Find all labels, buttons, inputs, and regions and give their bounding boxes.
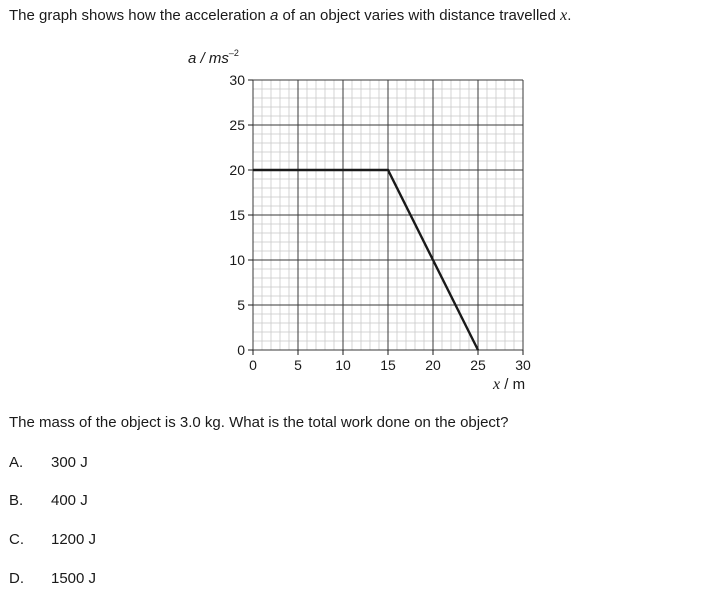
y-axis-label	[188, 48, 239, 67]
x-tick-label: 25	[470, 357, 486, 373]
intro-variable-x: x	[560, 7, 568, 24]
x-tick-label: 5	[294, 357, 302, 373]
x-tick-label: 30	[515, 357, 531, 373]
x-tick-label: 0	[249, 357, 257, 373]
option-b-text: 400 J	[51, 492, 88, 509]
option-a-letter: A.	[9, 454, 24, 471]
y-axis-label-sup: –2	[228, 48, 239, 58]
y-tick-label: 30	[229, 72, 245, 88]
y-axis-label-text: a / ms	[188, 50, 229, 67]
option-c-text: 1200 J	[51, 531, 97, 548]
option-a-text: 300 J	[51, 454, 88, 471]
y-tick-label: 25	[229, 117, 245, 133]
intro-middle: of an object varies with distance travelled	[282, 7, 556, 24]
x-axis-label-unit: / m	[500, 376, 526, 393]
option-a[interactable]	[9, 454, 88, 471]
intro-suffix: .	[567, 7, 572, 24]
option-d-letter: D.	[9, 570, 24, 587]
intro-variable-a: a	[270, 7, 279, 24]
x-axis-label-var: x	[493, 376, 501, 393]
x-tick-label: 10	[335, 357, 351, 373]
tick-labels	[229, 72, 531, 373]
y-tick-label: 15	[229, 207, 245, 223]
y-tick-label: 0	[237, 342, 245, 358]
option-d[interactable]	[9, 570, 96, 587]
x-tick-label: 15	[380, 357, 396, 373]
y-tick-label: 10	[229, 252, 245, 268]
option-c[interactable]	[9, 531, 96, 548]
option-c-letter: C.	[9, 531, 24, 548]
intro-prefix: The graph shows how the acceleration	[9, 7, 266, 24]
option-d-text: 1500 J	[51, 570, 97, 587]
x-tick-label: 20	[425, 357, 441, 373]
y-tick-label: 5	[237, 297, 245, 313]
y-tick-label: 20	[229, 162, 245, 178]
option-b[interactable]	[9, 492, 88, 509]
x-axis-label	[492, 376, 525, 393]
question-text: The mass of the object is 3.0 kg. What is the total work done on the object?	[9, 414, 509, 431]
major-grid	[253, 80, 523, 350]
option-b-letter: B.	[9, 492, 24, 509]
